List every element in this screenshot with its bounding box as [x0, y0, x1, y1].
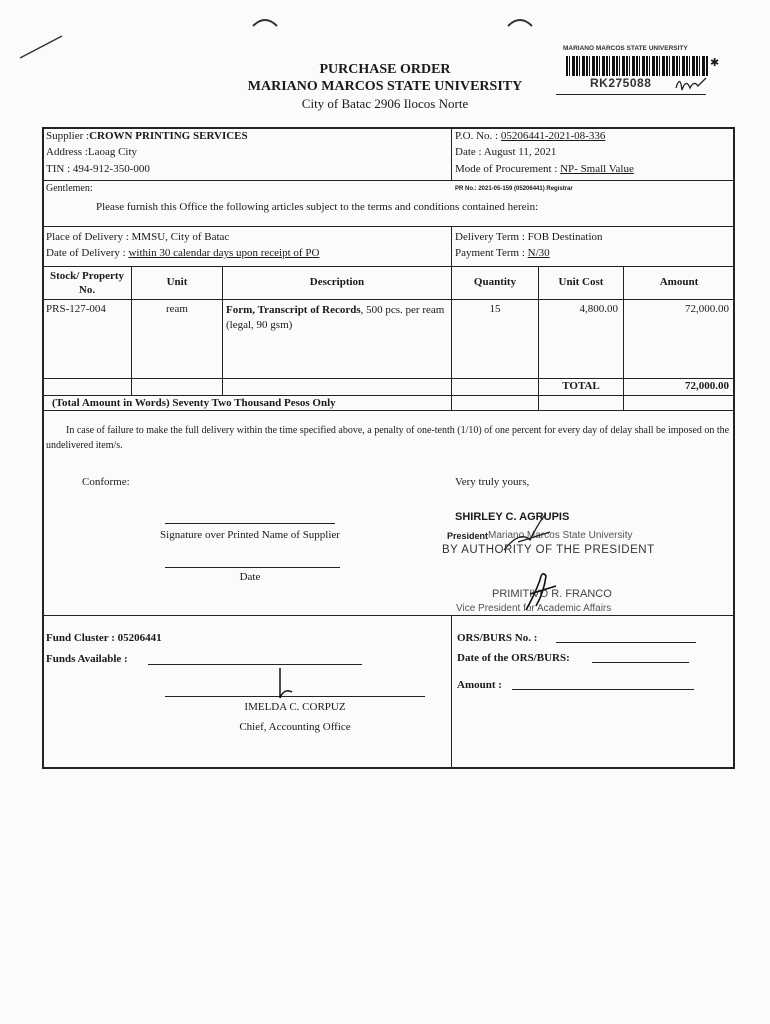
row-amount: 72,000.00	[685, 303, 729, 315]
supplier-name: CROWN PRINTING SERVICES	[89, 130, 248, 142]
conforme-date-label: Date	[239, 571, 261, 583]
penalty-clause: In case of failure to make the full delivery within the time specified above, a penalty of one-tenth (1/10) of one percent for every day of delay shall be imposed on the undelivered item/s.	[46, 425, 730, 451]
row-quantity: 15	[489, 303, 501, 315]
asterisk-mark: ✱	[710, 57, 720, 69]
total-amount: 72,000.00	[685, 380, 729, 392]
president-signature	[500, 510, 560, 555]
date-of-delivery-line	[46, 247, 319, 259]
delivery-term-line	[455, 231, 603, 243]
closing-text: Very truly yours,	[455, 476, 530, 488]
supplier-line	[46, 130, 248, 142]
row-unit-cost: 4,800.00	[579, 303, 618, 315]
po-date-label: Date :	[455, 146, 482, 158]
address-label: Address :	[46, 146, 88, 158]
date-of-delivery: within 30 calendar days upon receipt of PO	[128, 247, 320, 259]
pr-number: PR No.: 2021-05-159 (05206441) Registrar	[455, 186, 573, 192]
supplier-tin: 494-912-350-000	[72, 163, 150, 175]
tin-label: TIN :	[46, 163, 71, 175]
accountant-title: Chief, Accounting Office	[239, 721, 351, 733]
po-date-line	[455, 146, 556, 158]
president-name: SHIRLEY C. AGRUPIS	[455, 511, 570, 523]
col-header-quantity: Quantity	[473, 276, 517, 288]
authority-line: BY AUTHORITY OF THE PRESIDENT	[442, 544, 655, 556]
fund-cluster: 05206441	[117, 632, 162, 644]
salutation: Gentlemen:	[46, 183, 93, 194]
row-description	[226, 303, 448, 333]
po-number-label: P.O. No. :	[455, 130, 499, 142]
stamp-university: MARIANO MARCOS STATE UNIVERSITY	[563, 45, 688, 52]
president-university: Mariano Marcos State University	[488, 530, 633, 541]
ors-burs-label: ORS/BURS No. :	[457, 632, 538, 644]
total-label: TOTAL	[562, 380, 600, 392]
tin-line	[46, 163, 150, 175]
university-name: MARIANO MARCOS STATE UNIVERSITY	[247, 79, 523, 94]
funds-available-label: Funds Available :	[46, 653, 128, 665]
stamp-code: RK275088	[590, 76, 652, 90]
supplier-signature-label: Signature over Printed Name of Supplier	[160, 529, 340, 541]
col-header-stock: Stock/ Property No.	[49, 270, 125, 296]
payment-term-label: Payment Term :	[455, 247, 525, 259]
place-of-delivery: MMSU, City of Batac	[131, 231, 230, 243]
delivery-term: FOB Destination	[527, 231, 603, 243]
accountant-name: IMELDA C. CORPUZ	[244, 701, 346, 713]
fund-cluster-label: Fund Cluster :	[46, 632, 115, 644]
po-number-line	[455, 130, 605, 142]
instruction-text: Please furnish this Office the following articles subject to the terms and conditions contained herein:	[96, 201, 539, 213]
payment-term-line	[455, 247, 550, 259]
conforme-label: Conforme:	[82, 476, 130, 488]
row-unit: ream	[166, 303, 188, 315]
amount-label: Amount :	[457, 679, 502, 691]
supplier-label: Supplier :	[46, 130, 90, 142]
row-stock-number: PRS-127-004	[46, 303, 106, 315]
col-header-unit: Unit	[166, 276, 188, 288]
procurement-mode-label: Mode of Procurement :	[455, 163, 558, 175]
place-of-delivery-label: Place of Delivery :	[46, 231, 129, 243]
vp-signature	[520, 566, 560, 614]
vp-title: Vice President for Academic Affairs	[456, 603, 612, 614]
address-line	[46, 146, 137, 158]
procurement-mode: NP- Small Value	[560, 163, 634, 175]
document-title: PURCHASE ORDER	[319, 62, 451, 77]
payment-term: N/30	[527, 247, 550, 259]
date-of-delivery-label: Date of Delivery :	[46, 247, 126, 259]
punch-hole-mark	[250, 14, 280, 28]
po-number: 05206441-2021-08-336	[500, 130, 606, 142]
total-in-words: (Total Amount in Words) Seventy Two Thousand Pesos Only	[52, 397, 336, 409]
row-description-item: Form, Transcript of Records	[226, 304, 361, 316]
procurement-mode-line	[455, 163, 634, 175]
po-date: August 11, 2021	[483, 146, 557, 158]
university-location: City of Batac 2906 Ilocos Norte	[301, 96, 469, 111]
punch-hole-mark	[505, 14, 535, 28]
ors-burs-date-label: Date of the ORS/BURS:	[457, 652, 570, 664]
pen-mark	[18, 32, 66, 62]
fund-cluster-line	[46, 632, 162, 644]
col-header-amount: Amount	[659, 276, 699, 288]
col-header-unit-cost: Unit Cost	[558, 276, 604, 288]
row-description-detail: , 500 pcs. per ream (legal, 90 gsm)	[226, 304, 445, 331]
supplier-address: Laoag City	[87, 146, 138, 158]
col-header-description: Description	[309, 276, 365, 288]
accountant-signature	[270, 664, 300, 704]
delivery-term-label: Delivery Term :	[455, 231, 525, 243]
place-of-delivery-line	[46, 231, 229, 243]
president-title: President	[447, 531, 489, 541]
vp-name: PRIMITIVO R. FRANCO	[492, 588, 612, 600]
